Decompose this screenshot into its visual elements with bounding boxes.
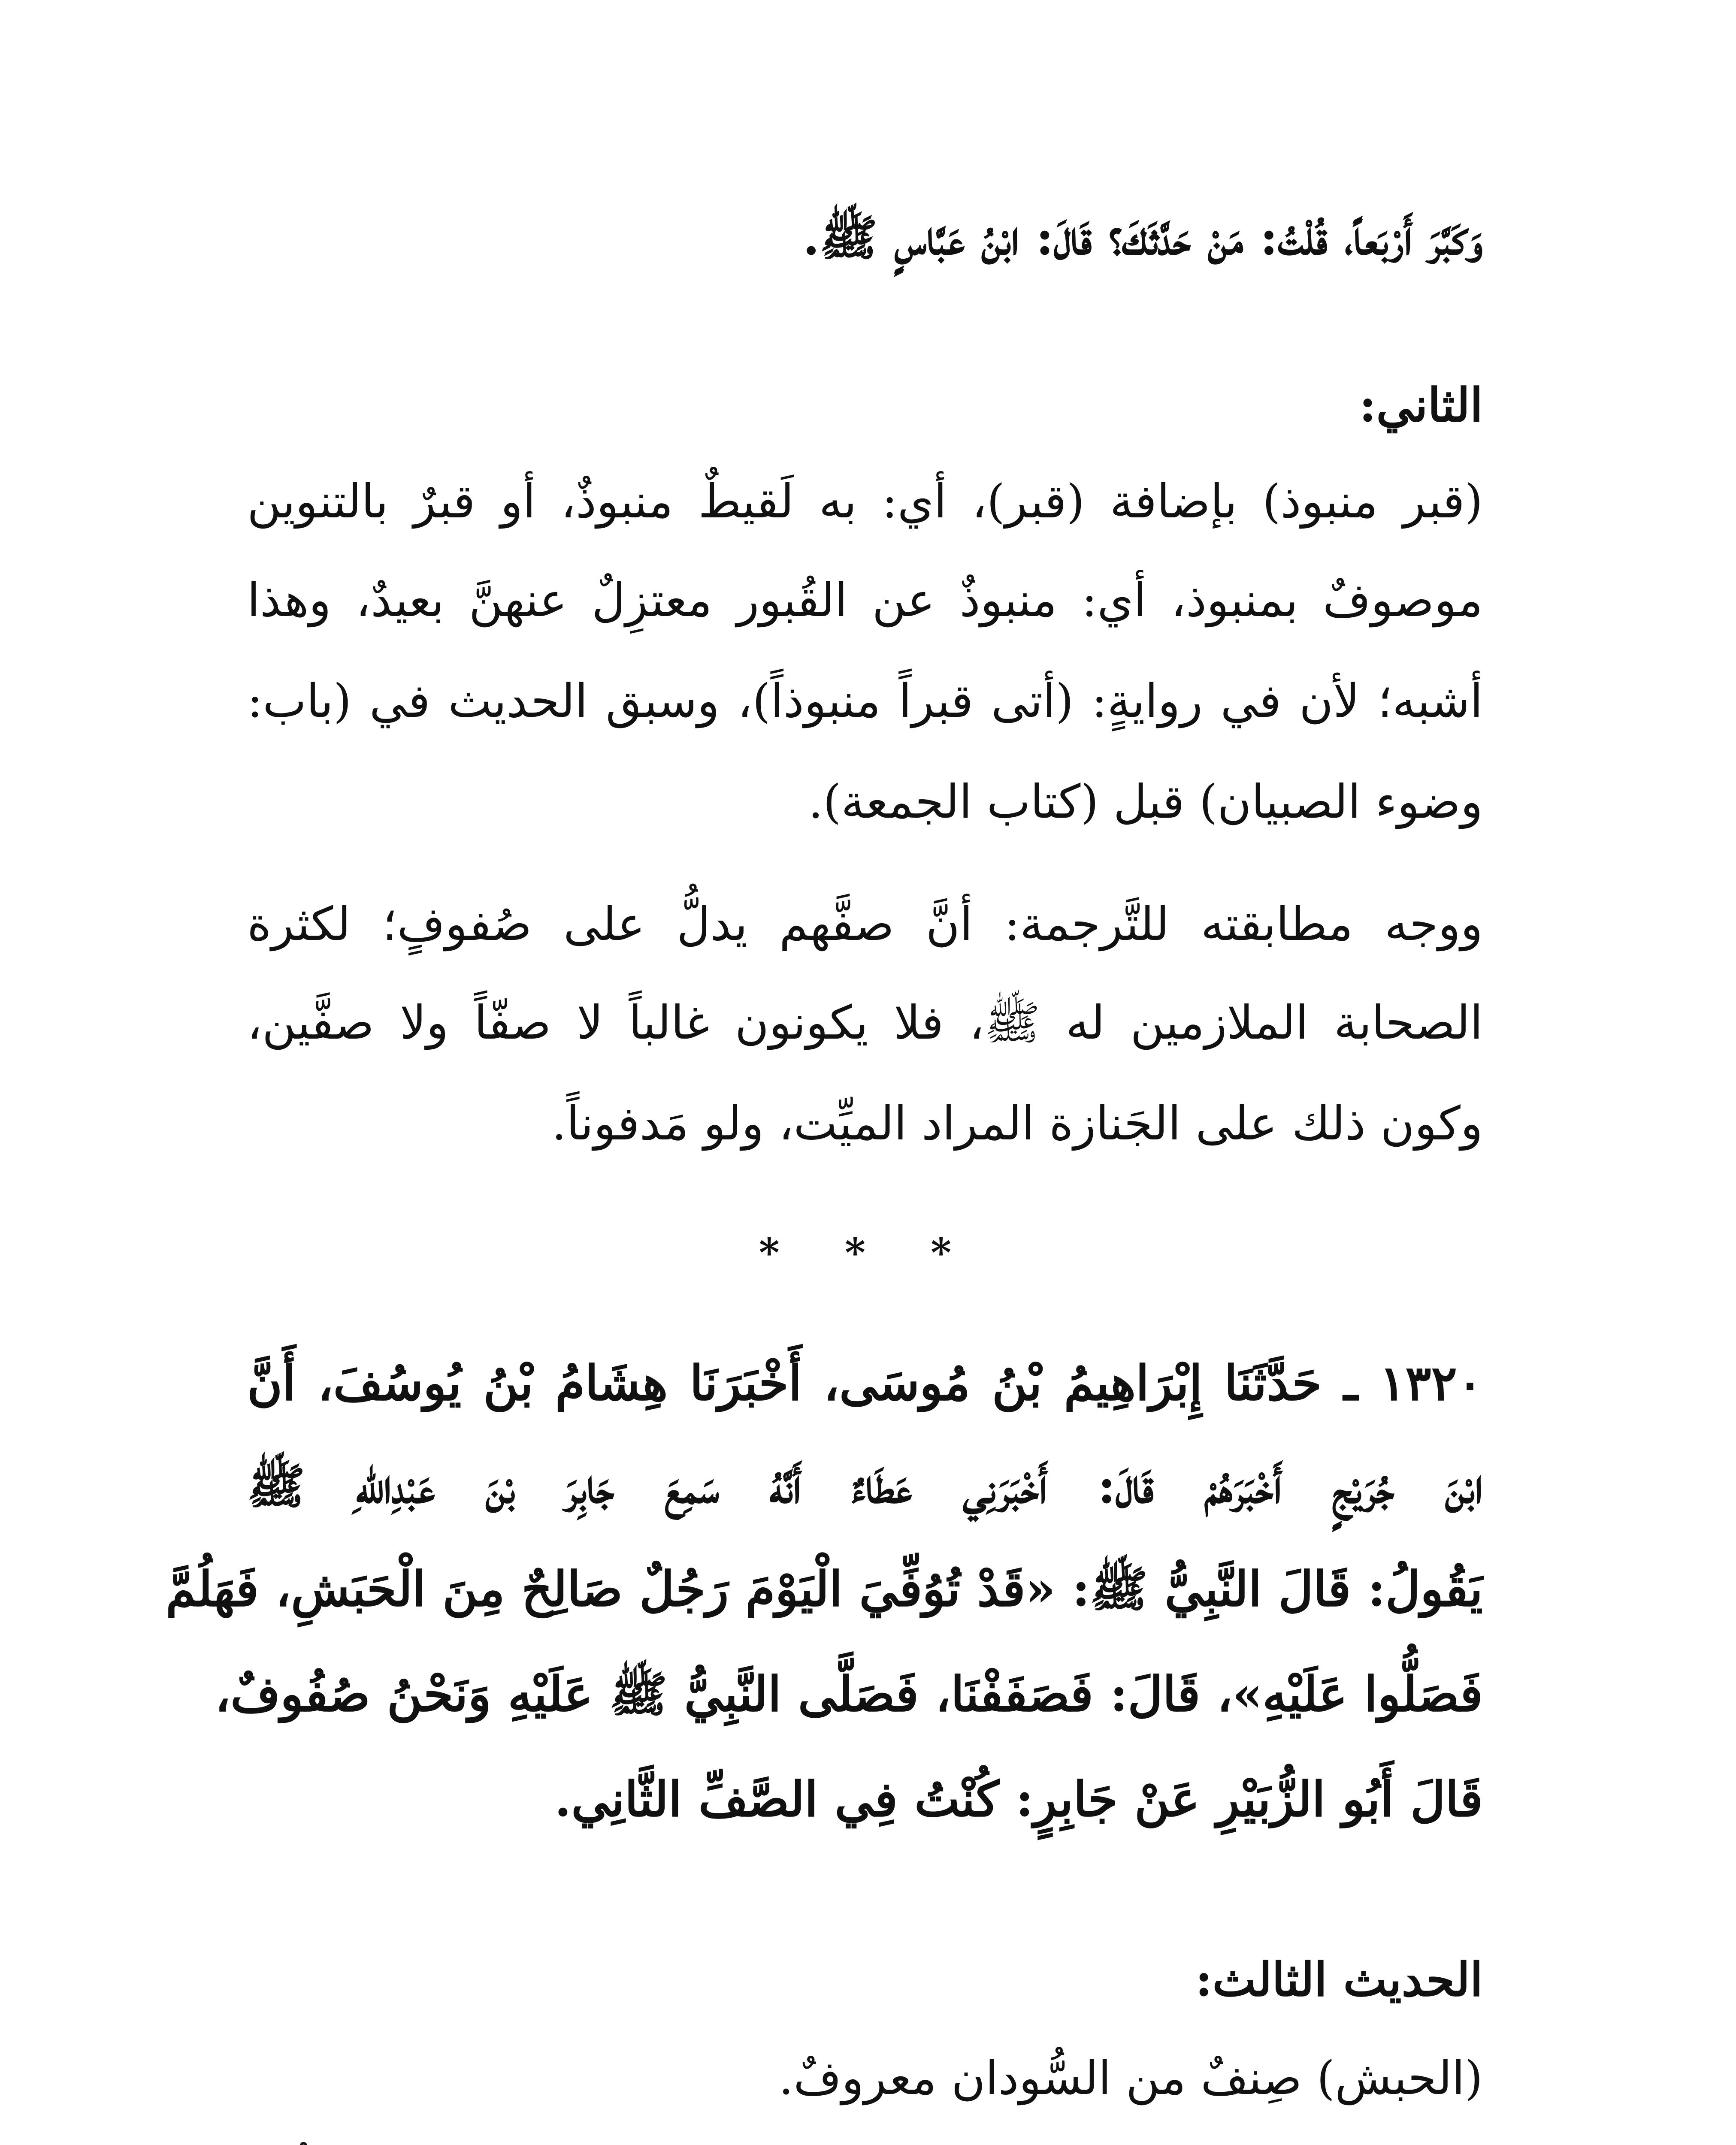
- hadith-line-3: يَقُولُ: قَالَ النَّبِيُّ ﷺ: «قَدْ تُوُفِّيَ الْيَوْمَ رَجُلٌ صَالِحٌ مِنَ الْحَبَشِ، فَهَلُمَّ: [166, 1561, 1483, 1617]
- heading-third-hadith: الحديث الثالث:: [1195, 1953, 1483, 2007]
- third-paragraph-line-1: ووجه مطابقته للتَّرجمة: أنَّ صفَّهم يدلُّ على صُفوفٍ؛ لكثرة: [247, 897, 1483, 951]
- top-line: وَكَبَّرَ أَرْبَعاً، قُلْتُ: مَنْ حَدَّثَكَ؟ قَالَ: ابْنُ عَبَّاسٍ ﷺ.: [803, 210, 1483, 266]
- third-hadith-line-1: (الحبش) صِنفٌ من السُّودان معروفٌ.: [778, 2051, 1483, 2105]
- second-paragraph-line-2: موصوفٌ بمنبوذ، أي: منبوذٌ عن القُبور معتزِلٌ عنهنَّ بعيدٌ، وهذا: [247, 574, 1483, 627]
- hadith-line-2: ابْنَ جُرَيْجٍ أَخْبَرَهُمْ قَالَ: أَخْبَرَنِي عَطَاءٌ أَنَّهُ سَمِعَ جَابِرَ بْنَ عَبْدِاللهِ ﷺ: [247, 1458, 1483, 1514]
- heading-second: الثاني:: [1359, 378, 1483, 432]
- hadith-line-4: فَصَلُّوا عَلَيْهِ»، قَالَ: فَصَفَفْنَا، فَصَلَّى النَّبِيُّ ﷺ عَلَيْهِ وَنَحْنُ صُفُوفٌ،: [215, 1666, 1483, 1722]
- hadith-line-1: ١٣٢٠ ـ حَدَّثَنَا إِبْرَاهِيمُ بْنُ مُوسَى، أَخْبَرَنَا هِشَامُ بْنُ يُوسُفَ، أَنَّ: [247, 1355, 1483, 1411]
- second-paragraph-line-1: (قبر منبوذ) بإضافة (قبر)، أي: به لَقيطٌ منبوذٌ، أو قبرٌ بالتنوين: [247, 475, 1483, 529]
- section-separator: * * *: [759, 1230, 977, 1276]
- second-paragraph-line-4: وضوء الصبيان) قبل (كتاب الجمعة).: [808, 775, 1483, 829]
- third-paragraph-line-3: وكون ذلك على الجَنازة المراد الميِّت، ولو مَدفوناً.: [551, 1097, 1483, 1151]
- second-paragraph-line-3: أشبه؛ لأن في روايةٍ: (أتى قبراً منبوذاً)، وسبق الحديث في (باب:: [247, 674, 1483, 728]
- third-paragraph-line-2: الصحابة الملازمين له ﷺ، فلا يكونون غالباً لا صفّاً ولا صفَّين،: [247, 996, 1483, 1050]
- hadith-line-5: قَالَ أَبُو الزُّبَيْرِ عَنْ جَابِرٍ: كُنْتُ فِي الصَّفِّ الثَّانِي.: [554, 1771, 1483, 1828]
